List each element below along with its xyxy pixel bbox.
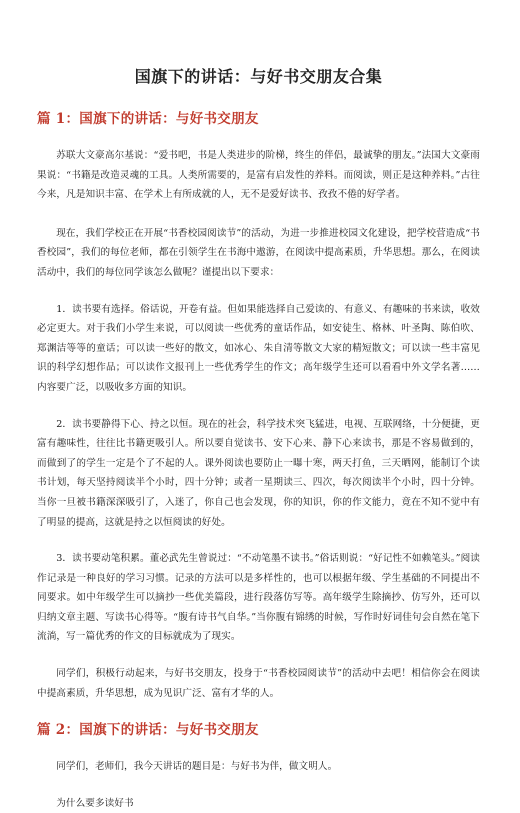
section-1-paragraph-5: 3．读书要动笔积累。董必武先生曾说过：“不动笔墨不读书。”俗话则说：“好记性不如赖笔头。”阅读作记录是一种良好的学习习惯。记录的方法可以是多样性的，也可以根据年级、学生基础的不同提出不同要求。如中年级学生可以摘抄一些优美篇段，进行段落仿写等。高年级学生除摘抄、仿写外，还可以归纳文章主题、写读书心得等。“腹有诗书气自华。”当你腹有锦绣的时候，写作时好词佳句会自然在笔下流淌，写一篇优秀的作文的目标就成为了现实。 — [37, 553, 480, 643]
section-2-paragraph-2: 为什么要多读好书 — [56, 797, 134, 809]
section-2-paragraph-1: 同学们，老师们，我今天讲话的题目是：与好书为伴，做文明人。 — [56, 761, 338, 773]
document-title: 国旗下的讲话：与好书交朋友合集 — [134, 67, 383, 86]
section-1-heading: 篇 1：国旗下的讲话：与好书交朋友 — [37, 111, 259, 127]
section-1-paragraph-3: 1．读书要有选择。俗话说，开卷有益。但如果能选择自己爱读的、有意义、有趣味的书来读，收效必定更大。对于我们小学生来说，可以阅读一些优秀的童话作品，如安徒生、格林、叶圣陶、陈伯吹、郑渊洁等等的童话；可以读一些好的散文，如冰心、朱自清等散文大家的精短散文；可以读一些丰富见识的科学幻想作品；可以读作文报刊上一些优秀学生的作文；高年级学生还可以看看中外文学名著……内容要广泛，以吸收多方面的知识。 — [37, 303, 480, 393]
section-1-paragraph-1: 苏联大文豪高尔基说：“爱书吧，书是人类进步的阶梯，终生的伴侣，最诚挚的朋友。”法国大文豪雨果说：“书籍是改造灵魂的工具。人类所需要的，是富有启发性的养料。而阅读，则正是这种养料。”古往今来，凡是知识丰富、在学术上有所成就的人，无不是爱好读书、孜孜不倦的好学者。 — [37, 150, 480, 201]
section-1-paragraph-4: 2．读书要静得下心、持之以恒。现在的社会，科学技术突飞猛进，电视、互联网络，十分便捷，更富有趣味性，往往比书籍更吸引人。所以要自觉读书、安下心来、静下心来读书，那是不容易做到的，而做到了的学生一定是个了不起的人。课外阅读也要防止一曝十寒，两天打鱼，三天晒网，能制订个读书计划，每天坚持阅读半个小时，四十分钟；或者一星期读三、四次，每次阅读半个小时，四十分钟。当你一旦被书籍深深吸引了，入迷了，你自己也会发现，你的知识，你的作文能力，竟在不知不觉中有了明显的提高，这就是持之以恒阅读的好处。 — [37, 418, 480, 528]
section-2-heading: 篇 2：国旗下的讲话：与好书交朋友 — [37, 722, 259, 739]
section-1-paragraph-2: 现在，我们学校正在开展“书香校园阅读节”的活动，为进一步推进校园文化建设，把学校营造成“书香校园”，我们的每位老师，都在引领学生在书海中遨游，在阅读中提高素质，升华思想。那么，在阅读活动中，我们的每位同学该怎么做呢？谨提出以下要求： — [37, 227, 480, 278]
section-1-paragraph-6: 同学们，积极行动起来，与好书交朋友，投身于“书香校园阅读节”的活动中去吧！相信你会在阅读中提高素质，升华思想，成为见识广泛、富有才华的人。 — [37, 668, 480, 699]
